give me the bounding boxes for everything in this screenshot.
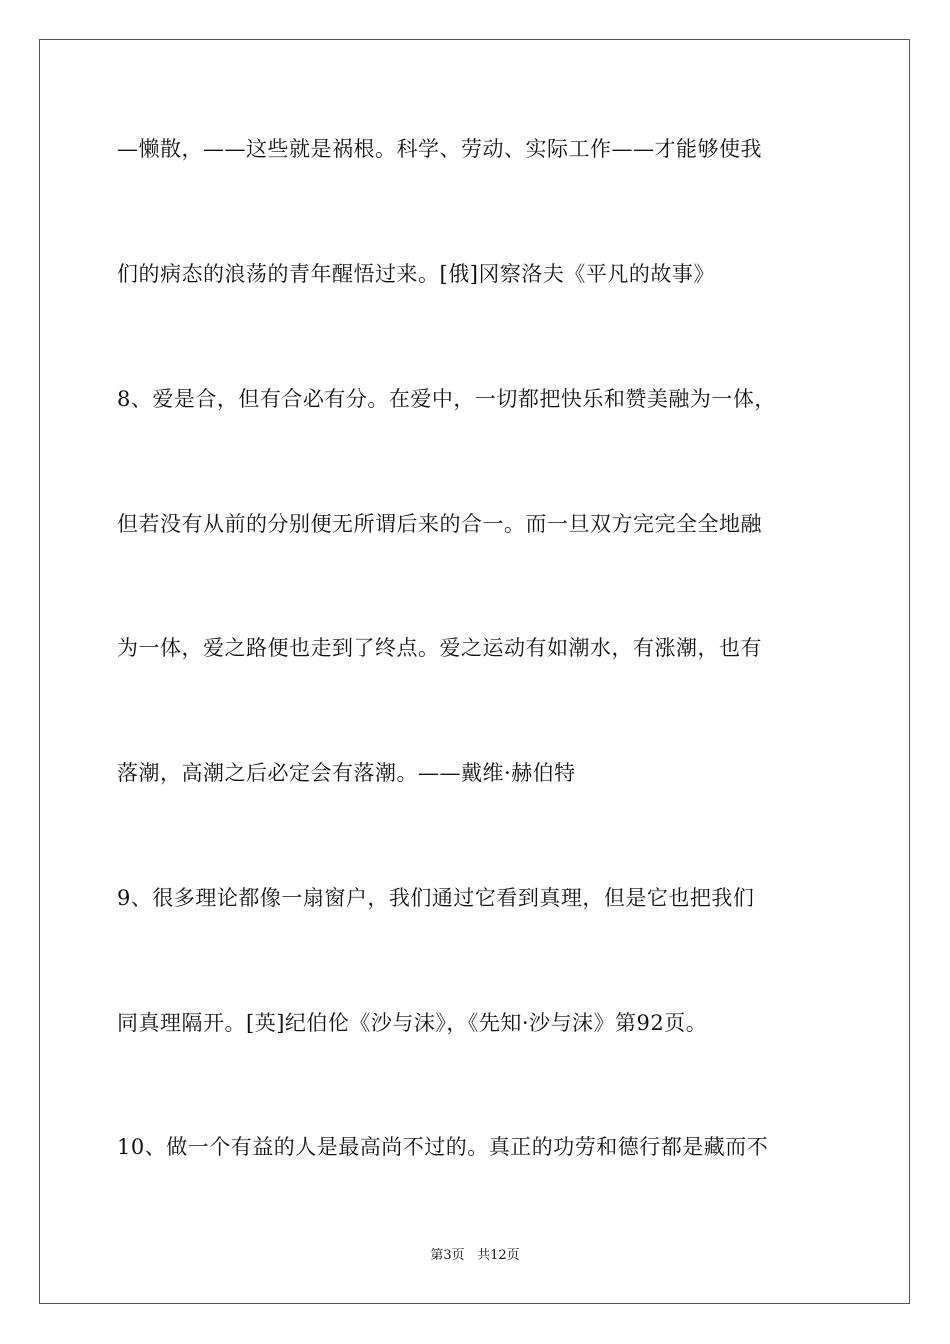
body-line-9: 10、做一个有益的人是最高尚不过的。真正的功劳和德行都是藏而不 [117,1135,769,1159]
page-number-current: 第3页 [430,1248,465,1263]
body-line-5: 为一体，爱之路便也走到了终点。爱之运动有如潮水，有涨潮，也有 [117,636,762,660]
body-line-3: 8、爱是合，但有合必有分。在爱中，一切都把快乐和赞美融为一体， [117,387,776,411]
body-line-1: —懒散，——这些就是祸根。科学、劳动、实际工作——才能够使我 [117,137,762,161]
page-number-total: 共12页 [477,1248,520,1263]
body-line-7: 9、很多理论都像一扇窗户，我们通过它看到真理，但是它也把我们 [117,886,755,910]
body-line-6: 落潮，高潮之后必定会有落潮。——戴维·赫伯特 [117,761,576,785]
body-line-8: 同真理隔开。[英]纪伯伦《沙与沫》，《先知·沙与沫》第92页。 [117,1011,708,1035]
body-line-4: 但若没有从前的分别便无所谓后来的合一。而一旦双方完完全全地融 [117,512,762,536]
page-border [39,39,910,1304]
page-footer [0,1246,950,1266]
body-line-2: 们的病态的浪荡的青年醒悟过来。[俄]冈察洛夫《平凡的故事》 [117,262,715,286]
